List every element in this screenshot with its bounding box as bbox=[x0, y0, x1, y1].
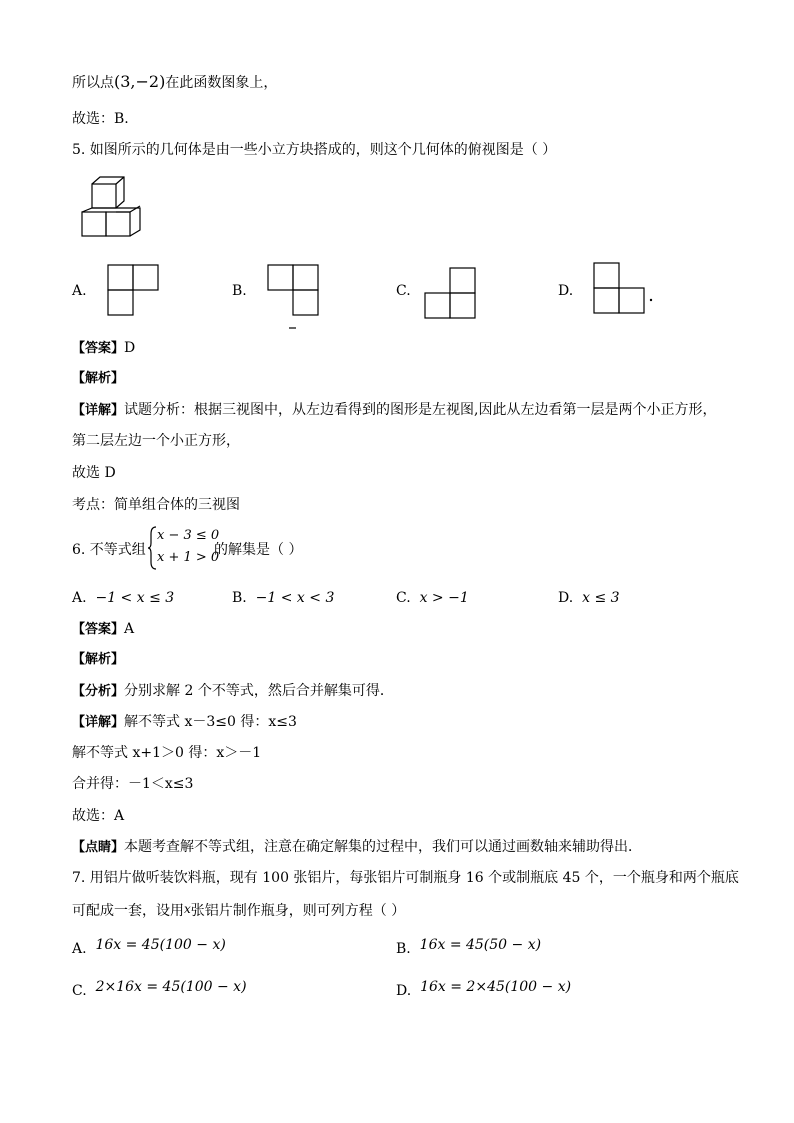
q6-stem-suffix: 的解集是（ ） bbox=[214, 542, 303, 558]
dianjing-tag: 【点睛】 bbox=[72, 840, 125, 855]
q6-option-d bbox=[558, 589, 620, 607]
text-segment: 在此函数图象上， bbox=[165, 75, 278, 91]
answer-tag: 【答案】 bbox=[72, 622, 125, 637]
q6-option-a bbox=[72, 589, 174, 607]
option-label: A. bbox=[72, 590, 87, 606]
q7-option-c bbox=[72, 978, 247, 1000]
option-label: D. bbox=[558, 590, 574, 606]
option-text: 16x = 2×45(100 − x) bbox=[420, 979, 572, 995]
detail-tag: 【详解】 bbox=[72, 715, 125, 730]
q6-detail-2: 解不等式 x+1＞0 得：x＞－1 bbox=[72, 745, 262, 761]
option-text: x > −1 bbox=[419, 590, 469, 606]
option-text: 2×16x = 45(100 − x) bbox=[95, 979, 247, 995]
q6-dianjing bbox=[72, 838, 642, 857]
q7-option-a bbox=[72, 936, 226, 958]
q5-option-b-figure bbox=[267, 264, 323, 332]
q5-detail bbox=[72, 401, 716, 420]
q5-option-a-figure bbox=[107, 264, 161, 318]
q5-option-a-label: A. bbox=[72, 283, 87, 299]
option-text: −1 < x < 3 bbox=[255, 590, 335, 606]
fenxi-tag: 【分析】 bbox=[72, 684, 125, 699]
question-7-stem: 7. 用铝片做听装饮料瓶，现有 100 张铝片，每张铝片可制瓶身 16 个或制瓶底 45 个，一个瓶身和两个瓶底 bbox=[72, 870, 739, 886]
q5-option-d-label: D. bbox=[558, 283, 574, 299]
q6-option-b bbox=[232, 589, 334, 607]
detail-text: 解不等式 x－3≤0 得：x≤3 bbox=[124, 714, 297, 730]
option-label: B. bbox=[232, 590, 247, 606]
text-line: 故选：B. bbox=[72, 111, 129, 127]
inequality-2: x + 1 > 0 bbox=[157, 550, 220, 565]
q6-stem-prefix: 6. 不等式组 bbox=[72, 542, 146, 558]
q5-kaodian: 考点：简单组合体的三视图 bbox=[72, 497, 240, 513]
q6-analysis-tag: 【解析】 bbox=[72, 652, 125, 667]
question-7-stem-2 bbox=[72, 900, 405, 920]
text-line bbox=[72, 73, 277, 92]
option-label: B. bbox=[396, 941, 411, 957]
q5-answer bbox=[72, 339, 135, 358]
q5-option-c-label: C. bbox=[396, 283, 411, 299]
q6-detail-4: 故选：A bbox=[72, 808, 125, 824]
option-label: C. bbox=[72, 983, 87, 999]
left-brace bbox=[147, 526, 157, 570]
q5-detail-2: 第二层左边一个小正方形， bbox=[72, 433, 240, 449]
dianjing-text: 本题考查解不等式组，注意在确定解集的过程中，我们可以通过画数轴来辅助得出． bbox=[124, 839, 643, 855]
q6-answer bbox=[72, 620, 134, 639]
q5-analysis-tag: 【解析】 bbox=[72, 371, 125, 386]
q7-option-d bbox=[396, 978, 571, 1000]
text-segment: 张铝片制作瓶身，则可列方程（ ） bbox=[190, 903, 406, 919]
detail-tag: 【详解】 bbox=[72, 403, 125, 418]
option-label: C. bbox=[396, 590, 411, 606]
q5-option-d-figure bbox=[593, 262, 655, 316]
cube-stack-figure bbox=[80, 176, 146, 238]
q6-detail bbox=[72, 713, 297, 732]
option-text: 16x = 45(50 − x) bbox=[419, 937, 542, 953]
option-text: 16x = 45(100 − x) bbox=[95, 937, 226, 953]
option-label: A. bbox=[72, 941, 87, 957]
q5-option-c-figure bbox=[424, 267, 480, 321]
q5-choose: 故选 D bbox=[72, 465, 116, 481]
detail-text: 试题分析：根据三视图中，从左边看得到的图形是左视图,因此从左边看第一层是两个小正方形， bbox=[124, 402, 717, 418]
inequality-1: x − 3 ≤ 0 bbox=[157, 528, 220, 543]
variable-x: x bbox=[184, 902, 191, 916]
option-label: D. bbox=[396, 983, 412, 999]
text-segment: 可配成一套，设用 bbox=[72, 903, 184, 919]
text-segment: 所以点 bbox=[72, 75, 114, 91]
option-text: x ≤ 3 bbox=[582, 590, 620, 606]
q7-option-b bbox=[396, 936, 541, 958]
q6-fenxi bbox=[72, 682, 394, 701]
q6-option-c bbox=[396, 589, 469, 607]
option-text: −1 < x ≤ 3 bbox=[95, 590, 175, 606]
answer-value: D bbox=[124, 340, 136, 356]
point-coordinates: (3,−2) bbox=[114, 72, 166, 91]
q5-option-b-label: B. bbox=[232, 283, 247, 299]
question-5-stem: 5. 如图所示的几何体是由一些小立方块搭成的，则这个几何体的俯视图是（ ） bbox=[72, 142, 557, 158]
q6-detail-3: 合并得：－1＜x≤3 bbox=[72, 776, 194, 792]
fenxi-text: 分别求解 2 个不等式，然后合并解集可得． bbox=[124, 683, 394, 699]
answer-tag: 【答案】 bbox=[72, 341, 125, 356]
answer-value: A bbox=[124, 621, 135, 637]
